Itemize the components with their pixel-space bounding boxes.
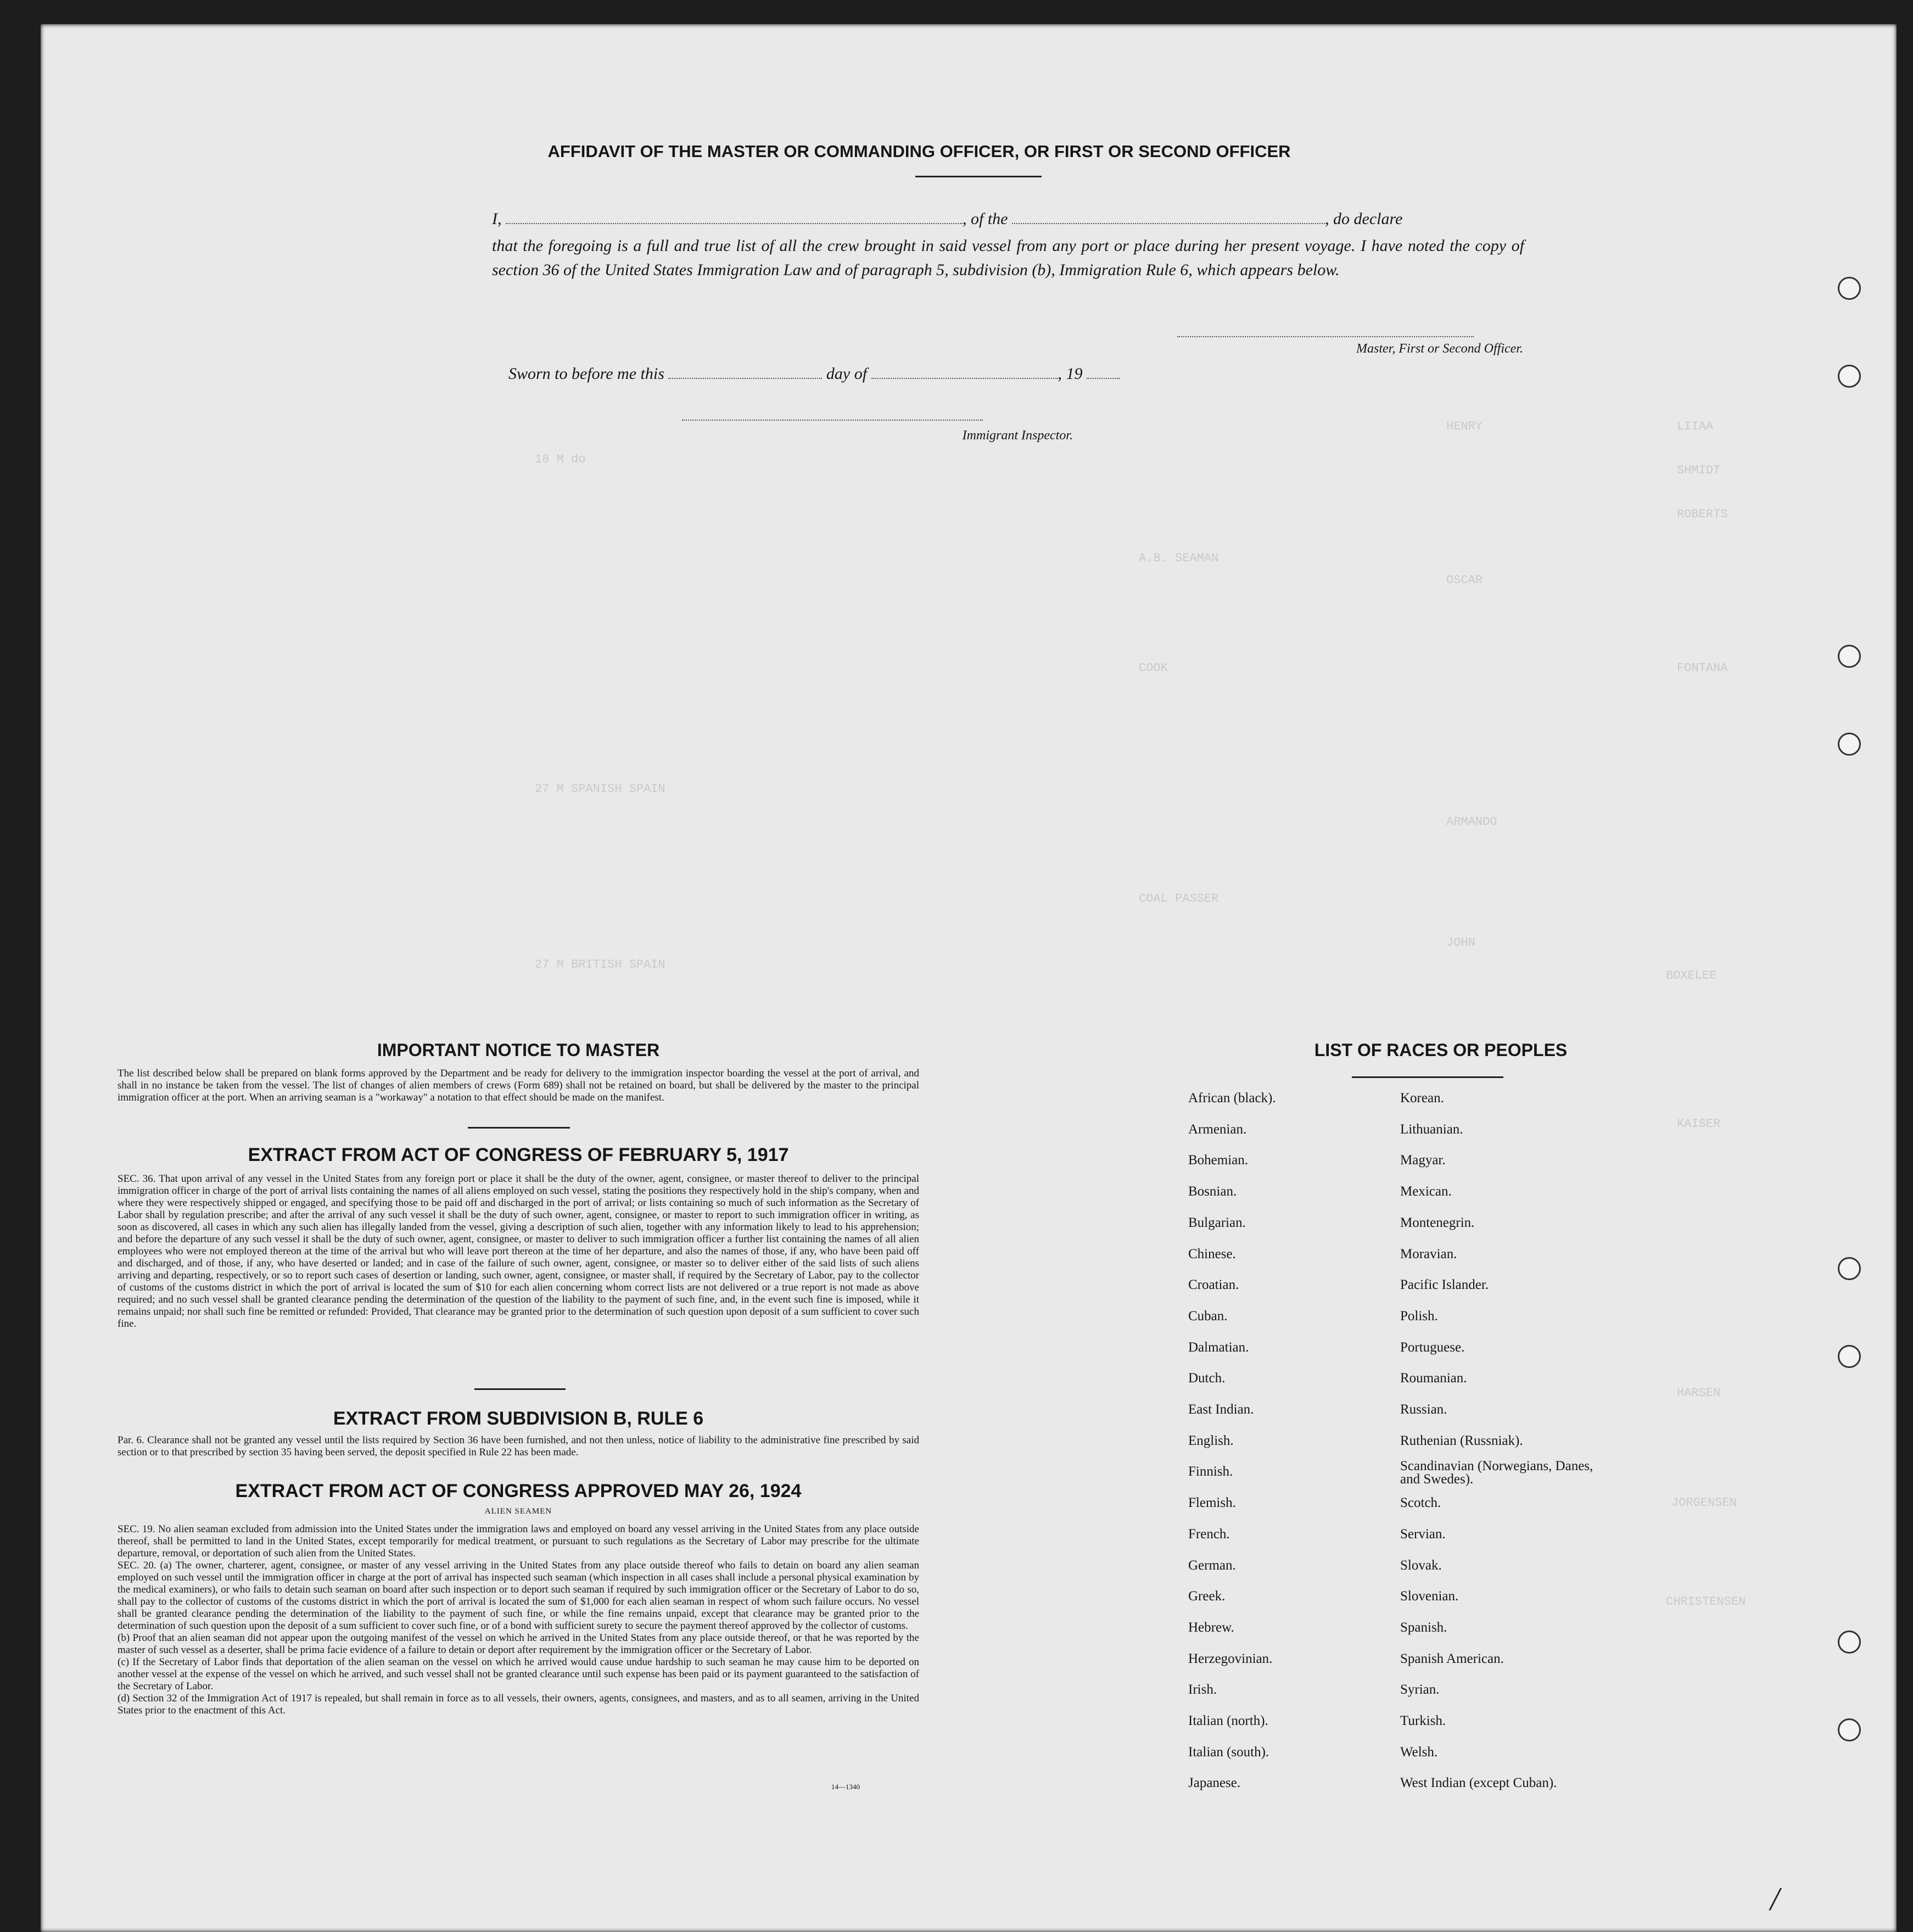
form-number: 14—1340 — [831, 1783, 860, 1791]
race-item: Italian (south). — [1188, 1744, 1269, 1760]
act-1917-title: EXTRACT FROM ACT OF CONGRESS OF FEBRUARY 5, 1917 — [248, 1144, 789, 1165]
race-item: Cuban. — [1188, 1308, 1228, 1324]
sworn-day-label: day of — [826, 365, 868, 383]
race-item: Moravian. — [1400, 1246, 1457, 1261]
race-item: East Indian. — [1188, 1402, 1254, 1417]
binder-hole — [1838, 1631, 1861, 1654]
vessel-name-field[interactable] — [1012, 223, 1325, 224]
race-item: Irish. — [1188, 1682, 1217, 1698]
race-item: Finnish. — [1188, 1464, 1233, 1479]
act-1924-text — [118, 1523, 919, 1717]
sworn-year-field[interactable] — [1087, 378, 1120, 379]
binder-hole — [1838, 1718, 1861, 1741]
inspector-signature-line[interactable] — [682, 420, 983, 421]
affidavit-i-label: I, — [492, 210, 502, 228]
race-item: Syrian. — [1400, 1682, 1440, 1698]
act-1917-text: SEC. 36. That upon arrival of any vessel in the United States from any foreign port or place it shall be the duty of the owner, agent, consignee, or master thereof to deliver to the principal immigration officer in charge of the port of arrival lists containing the names of all aliens employed on such vessel, stating the positions they respectively hold in the ship's company, when and where they were respectively shipped or engaged, and specifying those to be paid off and discharged in the port of arrival; or lists containing so much of such information as the Secretary of Labor shall by regulation prescribe; and after the arrival of any such vessel it shall be the duty of such owner, agent, consignee, or master to report to such immigration officer in writing, as soon as discovered, all cases in which any such alien has illegally landed from the vessel, giving a description of such alien, together with any information likely to lead to his apprehension; and before the departure of any such vessel it shall be the duty of such owner, agent, consignee, or master to deliver to such immigration officer a further list containing the names of all alien employees who were not employed thereon at the time of the arrival but who will leave port thereon at the time of her departure, and also the names of those, if any, who have been paid off and discharged, and of those, if any, who have deserted or landed; and in case of the failure of such owner, agent, consignee, or master so to deliver either of the said lists of such aliens arriving and departing, respectively, or so to report such cases of desertion or landing, such owner, agent, consignee, or master shall, if required by the Secretary of Labor, pay to the collector of customs of the customs district in which the port of arrival is located the sum of $10 for each alien concerning whom correct lists are not delivered or a true report is not made as above required; and no such vessel shall be granted clearance pending the determination of the question of the liability to the payment of such fine, and, in the event such fine is imposed, while it remains unpaid; nor shall such fine be remitted or refunded: Provided, That clearance may be granted prior to the determination of such question upon deposit of a sum sufficient to cover such fine. — [118, 1173, 919, 1330]
race-item: Korean. — [1400, 1091, 1444, 1105]
race-item: Slovak. — [1400, 1557, 1442, 1573]
sworn-line — [508, 365, 1277, 383]
race-item: Italian (north). — [1188, 1713, 1268, 1728]
race-item: Spanish. — [1400, 1620, 1447, 1635]
race-item: Bosnian. — [1188, 1184, 1237, 1199]
sworn-prefix: Sworn to before me this — [508, 365, 664, 383]
race-item: Welsh. — [1400, 1744, 1438, 1760]
race-item: Bulgarian. — [1188, 1215, 1246, 1230]
affidavit-of-the-label: , of the — [963, 210, 1008, 228]
affidavit-declare-label: , do declare — [1325, 210, 1403, 228]
race-item: Magyar. — [1400, 1153, 1446, 1168]
affidavit-title: AFFIDAVIT OF THE MASTER OR COMMANDING OFFICER, OR FIRST OR SECOND OFFICER — [547, 142, 1291, 161]
race-item: Pacific Islander. — [1400, 1277, 1489, 1293]
act-1924-title: EXTRACT FROM ACT OF CONGRESS APPROVED MAY 26, 1924 — [235, 1481, 802, 1501]
rule-6-text: Par. 6. Clearance shall not be granted any vessel until the lists required by Section 36 have been furnished, and not then unless, notice of liability to the administrative fine prescribed by said section or to that prescribed by section 35 having been served, the deposit specified in Rule 22 has been made. — [118, 1434, 919, 1458]
document-page — [41, 24, 1897, 1932]
inspector-label: Immigrant Inspector. — [962, 428, 1073, 443]
race-item: Chinese. — [1188, 1246, 1236, 1261]
race-item: Portuguese. — [1400, 1339, 1465, 1355]
race-item: Japanese. — [1188, 1775, 1241, 1791]
margin-marks: / — [1770, 1881, 1780, 1917]
master-signature-label: Master, First or Second Officer. — [1356, 342, 1523, 356]
master-signature-line[interactable] — [1177, 336, 1474, 337]
notice-title: IMPORTANT NOTICE TO MASTER — [377, 1040, 660, 1060]
race-item: Herzegovinian. — [1188, 1651, 1273, 1666]
binder-hole — [1838, 1257, 1861, 1280]
race-item: Armenian. — [1188, 1121, 1247, 1137]
master-name-field[interactable] — [506, 223, 963, 224]
race-item: Hebrew. — [1188, 1620, 1234, 1635]
race-item: Mexican. — [1400, 1184, 1452, 1199]
sworn-date-field[interactable] — [668, 378, 822, 379]
sworn-year-label: , 19 — [1058, 365, 1083, 383]
race-item: German. — [1188, 1557, 1236, 1573]
race-item: Montenegrin. — [1400, 1215, 1475, 1230]
binder-hole — [1838, 277, 1861, 300]
act-1924-sec20d: (d) Section 32 of the Immigration Act of 1917 is repealed, but shall remain in force as to all vessels, their owners, agents, consignees, and masters, and as to all seamen, arriving in the United States prior to the enactment of this Act. — [118, 1693, 919, 1716]
sworn-month-field[interactable] — [871, 378, 1058, 379]
rule-6-title: EXTRACT FROM SUBDIVISION B, RULE 6 — [333, 1408, 704, 1429]
race-item: Servian. — [1400, 1526, 1446, 1542]
race-item: Dutch. — [1188, 1371, 1226, 1386]
race-item: Dalmatian. — [1188, 1339, 1249, 1355]
affidavit-declaration-line — [492, 210, 1535, 228]
race-item: Spanish American. — [1400, 1651, 1504, 1666]
races-title: LIST OF RACES OR PEOPLES — [1314, 1040, 1568, 1060]
act-1924-sec20c: (c) If the Secretary of Labor finds that deportation of the alien seaman on the vessel on which he arrived would cause undue hardship to such seaman he may cause him to be deported on another vessel at the expense of the vessel on which he arrived, and such vessel shall not be granted clearance until such expense has been paid or its payment guaranteed to the satisfaction of the Secretary of Labor. — [118, 1656, 919, 1692]
race-item: West Indian (except Cuban). — [1400, 1775, 1557, 1791]
race-item: Croatian. — [1188, 1277, 1239, 1293]
race-item: Slovenian. — [1400, 1589, 1459, 1604]
race-item: Turkish. — [1400, 1713, 1446, 1728]
race-item: Roumanian. — [1400, 1371, 1467, 1386]
act-1924-sec20b: (b) Proof that an alien seaman did not appear upon the outgoing manifest of the vessel on which he arrived in the United States from any place outside thereof, or that he was reported by the master of such vessel as a deserter, shall be prima facie evidence of a failure to detain or deport after requirement by the immigration officer or the Secretary of Labor. — [118, 1632, 919, 1656]
race-item: Flemish. — [1188, 1495, 1236, 1511]
race-item: English. — [1188, 1433, 1234, 1448]
race-item: Russian. — [1400, 1402, 1447, 1417]
binder-hole — [1838, 733, 1861, 756]
race-item: African (black). — [1188, 1091, 1276, 1105]
race-item: Scandinavian (Norwegians, Danes, and Swedes). — [1400, 1459, 1593, 1487]
affidavit-statement: that the foregoing is a full and true list of all the crew brought in said vessel from any port or place during her present voyage. I have noted the copy of section 36 of the United States Immigration Law and of paragraph 5, subdivision (b), Immigration Rule 6, which appears below. — [492, 237, 1524, 279]
race-item: French. — [1188, 1526, 1230, 1542]
race-item: Bohemian. — [1188, 1153, 1249, 1168]
race-item: Greek. — [1188, 1589, 1226, 1604]
race-item: Ruthenian (Russniak). — [1400, 1433, 1523, 1448]
binder-hole — [1838, 645, 1861, 668]
binder-hole — [1838, 1345, 1861, 1368]
bleed-through-background: LIIAA SHMIDT ROBERTS FONTANA BOXELEE KAISER HARSEN JORGENSEN CHRISTENSEN HENRY OSCAR ARMANDO JOHN A.B. SEAMAN COOK COAL PASSER 18 M do 27 M SPANISH SPAIN 27 M BRITISH SPAIN — [535, 420, 1746, 1609]
act-1924-subtitle: ALIEN SEAMEN — [484, 1507, 552, 1516]
act-1924-sec19: SEC. 19. No alien seaman excluded from admission into the United States under the immigration laws and employed on board any vessel arriving in the United States from any place outside thereof, shall be permitted to land in the United States, except temporarily for medical treatment, or pursuant to such regulations as the Secretary of Labor may prescribe for the ultimate departure, removal, or deportation of such alien from the United States. — [118, 1523, 919, 1559]
act-1924-sec20a: SEC. 20. (a) The owner, charterer, agent, consignee, or master of any vessel arriving in the United States from any place outside thereof who fails to detain on board any alien seaman employed on such vessel until the immigration officer in charge at the port of arrival has inspected such seaman (which inspection in all cases shall include a personal physical examination by the medical examiners), or who fails to detain such seaman on board after such inspection or to deport such seaman if required by such immigration officer or the Secretary of Labor to do so, shall pay to the collector of customs of the customs district in which the port of arrival is located the sum of $1,000 for each alien seaman in respect of whom such failure occurs. No vessel shall be granted clearance pending the determination of the liability to the payment of such fine, or while the fine remains unpaid, except that clearance may be granted prior to the determination of such question upon the deposit of a sum sufficient to cover such fine, or of a bond with sufficient surety to secure the payment thereof approved by the collector of customs. — [118, 1560, 919, 1632]
binder-hole — [1838, 365, 1861, 388]
race-item: Lithuanian. — [1400, 1121, 1463, 1137]
race-item: Scotch. — [1400, 1495, 1441, 1511]
notice-text: The list described below shall be prepared on blank forms approved by the Department and be ready for delivery to the immigration inspector boarding the vessel at the port of arrival, and shall in no instance be taken from the vessel. The list of changes of alien members of crews (Form 689) shall not be retained on board, but shall be delivered by the master to the principal immigration officer at the port. When an arriving seaman is a "workaway" a notation to that effect should be made on the manifest. — [118, 1068, 919, 1103]
race-item: Polish. — [1400, 1308, 1438, 1324]
